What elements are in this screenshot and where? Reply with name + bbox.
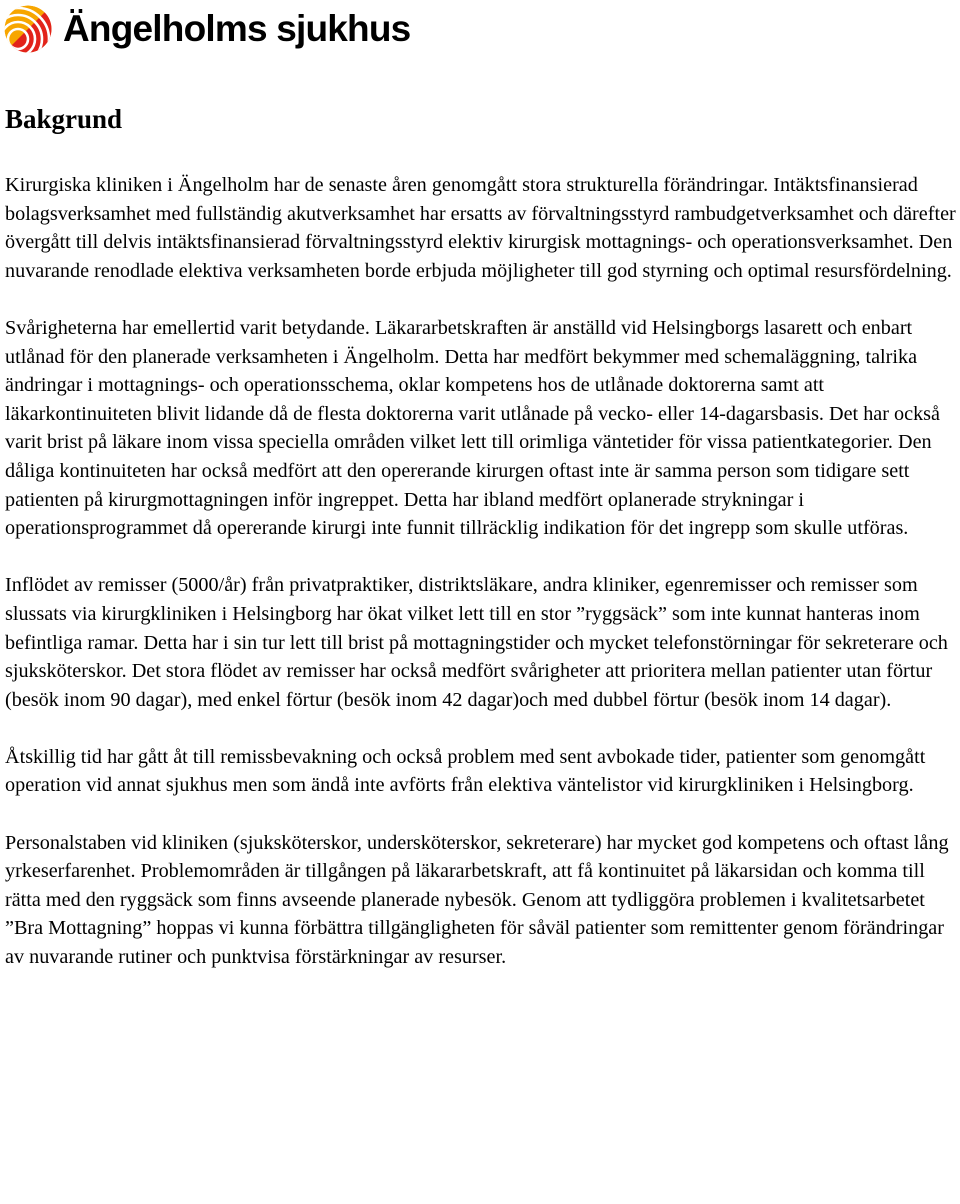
paragraph-2: Svårigheterna har emellertid varit betydande. Läkararbetskraften är anställd vid Helsingborgs lasarett och enbart utlånad för den planerade verksamheten i Ängelholm. Detta har medfört bekymmer med schemaläggning, talrika ändringar i mottagnings- och operationsschema, oklar kompetens hos de utlånade doktorerna samt att läkarkontinuiteten blivit lidande då de flesta doktorerna varit utlånade på vecko- eller 14-dagarsbasis. Det har också varit brist på läkare inom vissa speciella områden vilket lett till orimliga väntetider för vissa patientkategorier. Den dåliga kontinuiteten har också medfört att den opererande kirurgen oftast inte är samma person som tidigare sett patienten på kirurgmottagningen inför ingreppet. Detta har ibland medfört oplanerade strykningar i operationsprogrammet då opererande kirurgi inte funnit tillräcklig indikation för det ingrepp som skulle utföras. [5,316,941,540]
body-text [5,171,960,972]
sun-logo-icon [4,5,52,53]
paragraph-5: Personalstaben vid kliniken (sjuksköterskor, undersköterskor, sekreterare) har mycket god kompetens och oftast lång yrkeserfarenhet. Problemområden är tillgången på läkararbetskraft, att få kontinuitet på läkarsidan och komma till rätta med den ryggsäck som finns avseende planerade nybesök. Genom att tydliggöra problemen i kvalitetsarbetet ”Bra Mottagning” hoppas vi kunna förbättra tillgängligheten för såväl patienter som remittenter genom förändringar av nuvarande rutiner och punktvisa förstärkningar av resurser. [5,831,949,969]
paragraph-3: Inflödet av remisser (5000/år) från privatpraktiker, distriktsläkare, andra kliniker, egenremisser och remisser som slussats via kirurgkliniken i Helsingborg har ökat vilket lett till en stor ”ryggsäck” som inte kunnat hanteras inom befintliga ramar. Detta har i sin tur lett till brist på mottagningstider och mycket telefonstörningar för sekreterare och sjuksköterskor. Det stora flödet av remisser har också medfört svårigheter att prioritera mellan patienter utan förtur (besök inom 90 dagar), med enkel förtur (besök inom 42 dagar)och med dubbel förtur (besök inom 14 dagar). [5,574,948,711]
paragraph-1: Kirurgiska kliniken i Ängelholm har de senaste åren genomgått stora strukturella förändringar. Intäktsfinansierad bolagsverksamhet med fullständig akutverksamhet har ersatts av förvaltningsstyrd rambudgetverksamhet och därefter övergått till delvis intäktsfinansierad förvaltningsstyrd elektiv kirurgisk mottagnings- och operationsverksamhet. Den nuvarande renodlade elektiva verksamheten borde erbjuda möjligheter till god styrning och optimal resursfördelning. [5,174,956,282]
hospital-logo [4,4,410,54]
logo-wordmark: Ängelholms sjukhus [63,7,411,49]
section-heading: Bakgrund [5,104,123,134]
paragraph-4: Åtskillig tid har gått åt till remissbevakning och också problem med sent avbokade tider, patienter som genomgått operation vid annat sjukhus men som ändå inte avförts från elektiva väntelistor vid kirurgkliniken i Helsingborg. [5,745,926,797]
